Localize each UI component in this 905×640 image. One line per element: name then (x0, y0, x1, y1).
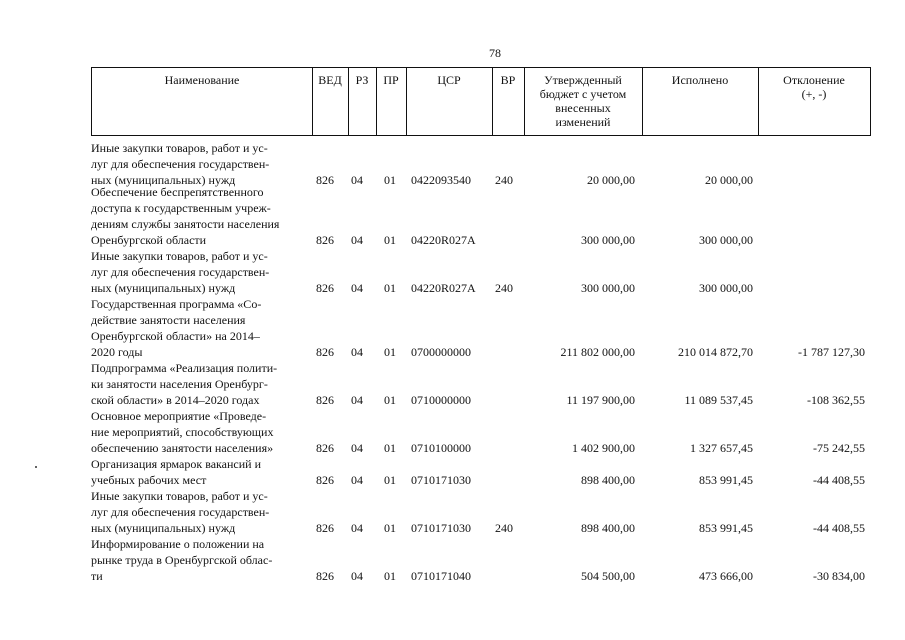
stray-mark (35, 466, 37, 468)
row-name-line: дениям службы занятости населения (91, 217, 280, 231)
cell-vr: 240 (495, 521, 513, 535)
row-name-line: ки занятости населения Оренбург- (91, 377, 268, 391)
cell-ved: 826 (316, 569, 334, 583)
cell-executed: 210 014 872,70 (678, 345, 753, 359)
row-name-line: Информирование о положении на (91, 537, 265, 551)
cell-deviation: -44 408,55 (813, 473, 865, 487)
row-name-line: Иные закупки товаров, работ и ус- (91, 141, 268, 155)
header-csr: ЦСР (437, 73, 461, 87)
header-ved: ВЕД (318, 73, 342, 87)
cell-csr: 0710171030 (411, 521, 471, 535)
row-name (91, 296, 311, 360)
page-number: 78 (489, 46, 501, 60)
cell-pr: 01 (384, 393, 396, 407)
cell-rz: 04 (351, 441, 363, 455)
row-name (91, 456, 311, 488)
cell-csr: 0710100000 (411, 441, 471, 455)
row-name-line: 2020 годы (91, 345, 143, 359)
cell-csr: 0700000000 (411, 345, 471, 359)
cell-csr: 0710171030 (411, 473, 471, 487)
cell-approved: 898 400,00 (581, 521, 635, 535)
cell-deviation: -44 408,55 (813, 521, 865, 535)
cell-rz: 04 (351, 173, 363, 187)
cell-csr: 04220R027A (411, 233, 476, 247)
row-name-line: учебных рабочих мест (91, 473, 207, 487)
row-name-line: луг для обеспечения государствен- (91, 265, 270, 279)
cell-ved: 826 (316, 473, 334, 487)
cell-approved: 300 000,00 (581, 281, 635, 295)
row-name-line: Организация ярмарок вакансий и (91, 457, 262, 471)
cell-rz: 04 (351, 521, 363, 535)
row-name-line: Иные закупки товаров, работ и ус- (91, 249, 268, 263)
row-name-line: Иные закупки товаров, работ и ус- (91, 489, 268, 503)
cell-executed: 300 000,00 (699, 281, 753, 295)
header-executed: Исполнено (671, 73, 729, 87)
row-name-line: ных (муниципальных) нужд (91, 521, 236, 535)
header-rz: РЗ (355, 73, 369, 87)
cell-approved: 504 500,00 (581, 569, 635, 583)
row-name-line: Оренбургской области (91, 233, 207, 247)
row-name-line: Государственная программа «Со- (91, 297, 262, 311)
cell-deviation: -108 362,55 (807, 393, 865, 407)
cell-approved: 211 802 000,00 (560, 345, 635, 359)
cell-rz: 04 (351, 345, 363, 359)
cell-ved: 826 (316, 345, 334, 359)
cell-vr: 240 (495, 281, 513, 295)
cell-rz: 04 (351, 281, 363, 295)
cell-pr: 01 (384, 441, 396, 455)
cell-pr: 01 (384, 569, 396, 583)
cell-pr: 01 (384, 281, 396, 295)
cell-pr: 01 (384, 473, 396, 487)
cell-executed: 473 666,00 (699, 569, 753, 583)
header-approved-line: внесенных (555, 101, 611, 115)
cell-vr: 240 (495, 173, 513, 187)
cell-deviation: -30 834,00 (813, 569, 865, 583)
cell-approved: 20 000,00 (587, 173, 635, 187)
row-name-line: Основное мероприятие «Проведе- (91, 409, 267, 423)
cell-ved: 826 (316, 393, 334, 407)
cell-ved: 826 (316, 281, 334, 295)
cell-deviation: -75 242,55 (813, 441, 865, 455)
row-name (91, 140, 311, 188)
header-name: Наименование (164, 73, 240, 87)
cell-csr: 0710171040 (411, 569, 471, 583)
cell-executed: 853 991,45 (699, 473, 753, 487)
cell-rz: 04 (351, 233, 363, 247)
row-name-line: ных (муниципальных) нужд (91, 173, 236, 187)
cell-csr: 04220R027A (411, 281, 476, 295)
cell-executed: 1 327 657,45 (690, 441, 753, 455)
header-approved-line: Утвержденный (544, 73, 622, 87)
cell-pr: 01 (384, 345, 396, 359)
cell-ved: 826 (316, 233, 334, 247)
row-name-line: ных (муниципальных) нужд (91, 281, 236, 295)
header-approved (524, 73, 642, 129)
row-name (91, 184, 311, 248)
row-name-line: ти (91, 569, 103, 583)
cell-approved: 300 000,00 (581, 233, 635, 247)
cell-csr: 0422093540 (411, 173, 471, 187)
cell-pr: 01 (384, 521, 396, 535)
row-name (91, 360, 311, 408)
row-name-line: доступа к государственным учреж- (91, 201, 271, 215)
header-deviation-line: Отклонение (783, 73, 845, 87)
row-name (91, 536, 311, 584)
cell-executed: 853 991,45 (699, 521, 753, 535)
cell-ved: 826 (316, 173, 334, 187)
header-vr: ВР (500, 73, 516, 87)
cell-ved: 826 (316, 441, 334, 455)
cell-rz: 04 (351, 569, 363, 583)
cell-csr: 0710000000 (411, 393, 471, 407)
header-approved-line: изменений (555, 115, 611, 129)
cell-executed: 11 089 537,45 (684, 393, 753, 407)
cell-approved: 11 197 900,00 (566, 393, 635, 407)
row-name-line: луг для обеспечения государствен- (91, 157, 270, 171)
row-name-line: ние мероприятий, способствующих (91, 425, 274, 439)
row-name-line: ской области» в 2014–2020 годах (91, 393, 260, 407)
cell-approved: 898 400,00 (581, 473, 635, 487)
cell-rz: 04 (351, 473, 363, 487)
row-name (91, 408, 311, 456)
row-name-line: обеспечению занятости населения» (91, 441, 274, 455)
cell-approved: 1 402 900,00 (572, 441, 635, 455)
row-name-line: рынке труда в Оренбургской облас- (91, 553, 273, 567)
table-header (91, 67, 871, 136)
header-deviation-line: (+, -) (801, 87, 827, 101)
cell-executed: 20 000,00 (705, 173, 753, 187)
cell-pr: 01 (384, 173, 396, 187)
cell-deviation: -1 787 127,30 (798, 345, 865, 359)
row-name-line: Подпрограмма «Реализация полити- (91, 361, 278, 375)
row-name (91, 248, 311, 296)
cell-pr: 01 (384, 233, 396, 247)
cell-ved: 826 (316, 521, 334, 535)
header-approved-line: бюджет с учетом (539, 87, 627, 101)
row-name-line: Обеспечение беспрепятственного (91, 185, 264, 199)
cell-rz: 04 (351, 393, 363, 407)
row-name (91, 488, 311, 536)
row-name-line: действие занятости населения (91, 313, 246, 327)
header-deviation (758, 73, 870, 101)
header-pr: ПР (383, 73, 399, 87)
cell-executed: 300 000,00 (699, 233, 753, 247)
row-name-line: луг для обеспечения государствен- (91, 505, 270, 519)
row-name-line: Оренбургской области» на 2014– (91, 329, 260, 343)
